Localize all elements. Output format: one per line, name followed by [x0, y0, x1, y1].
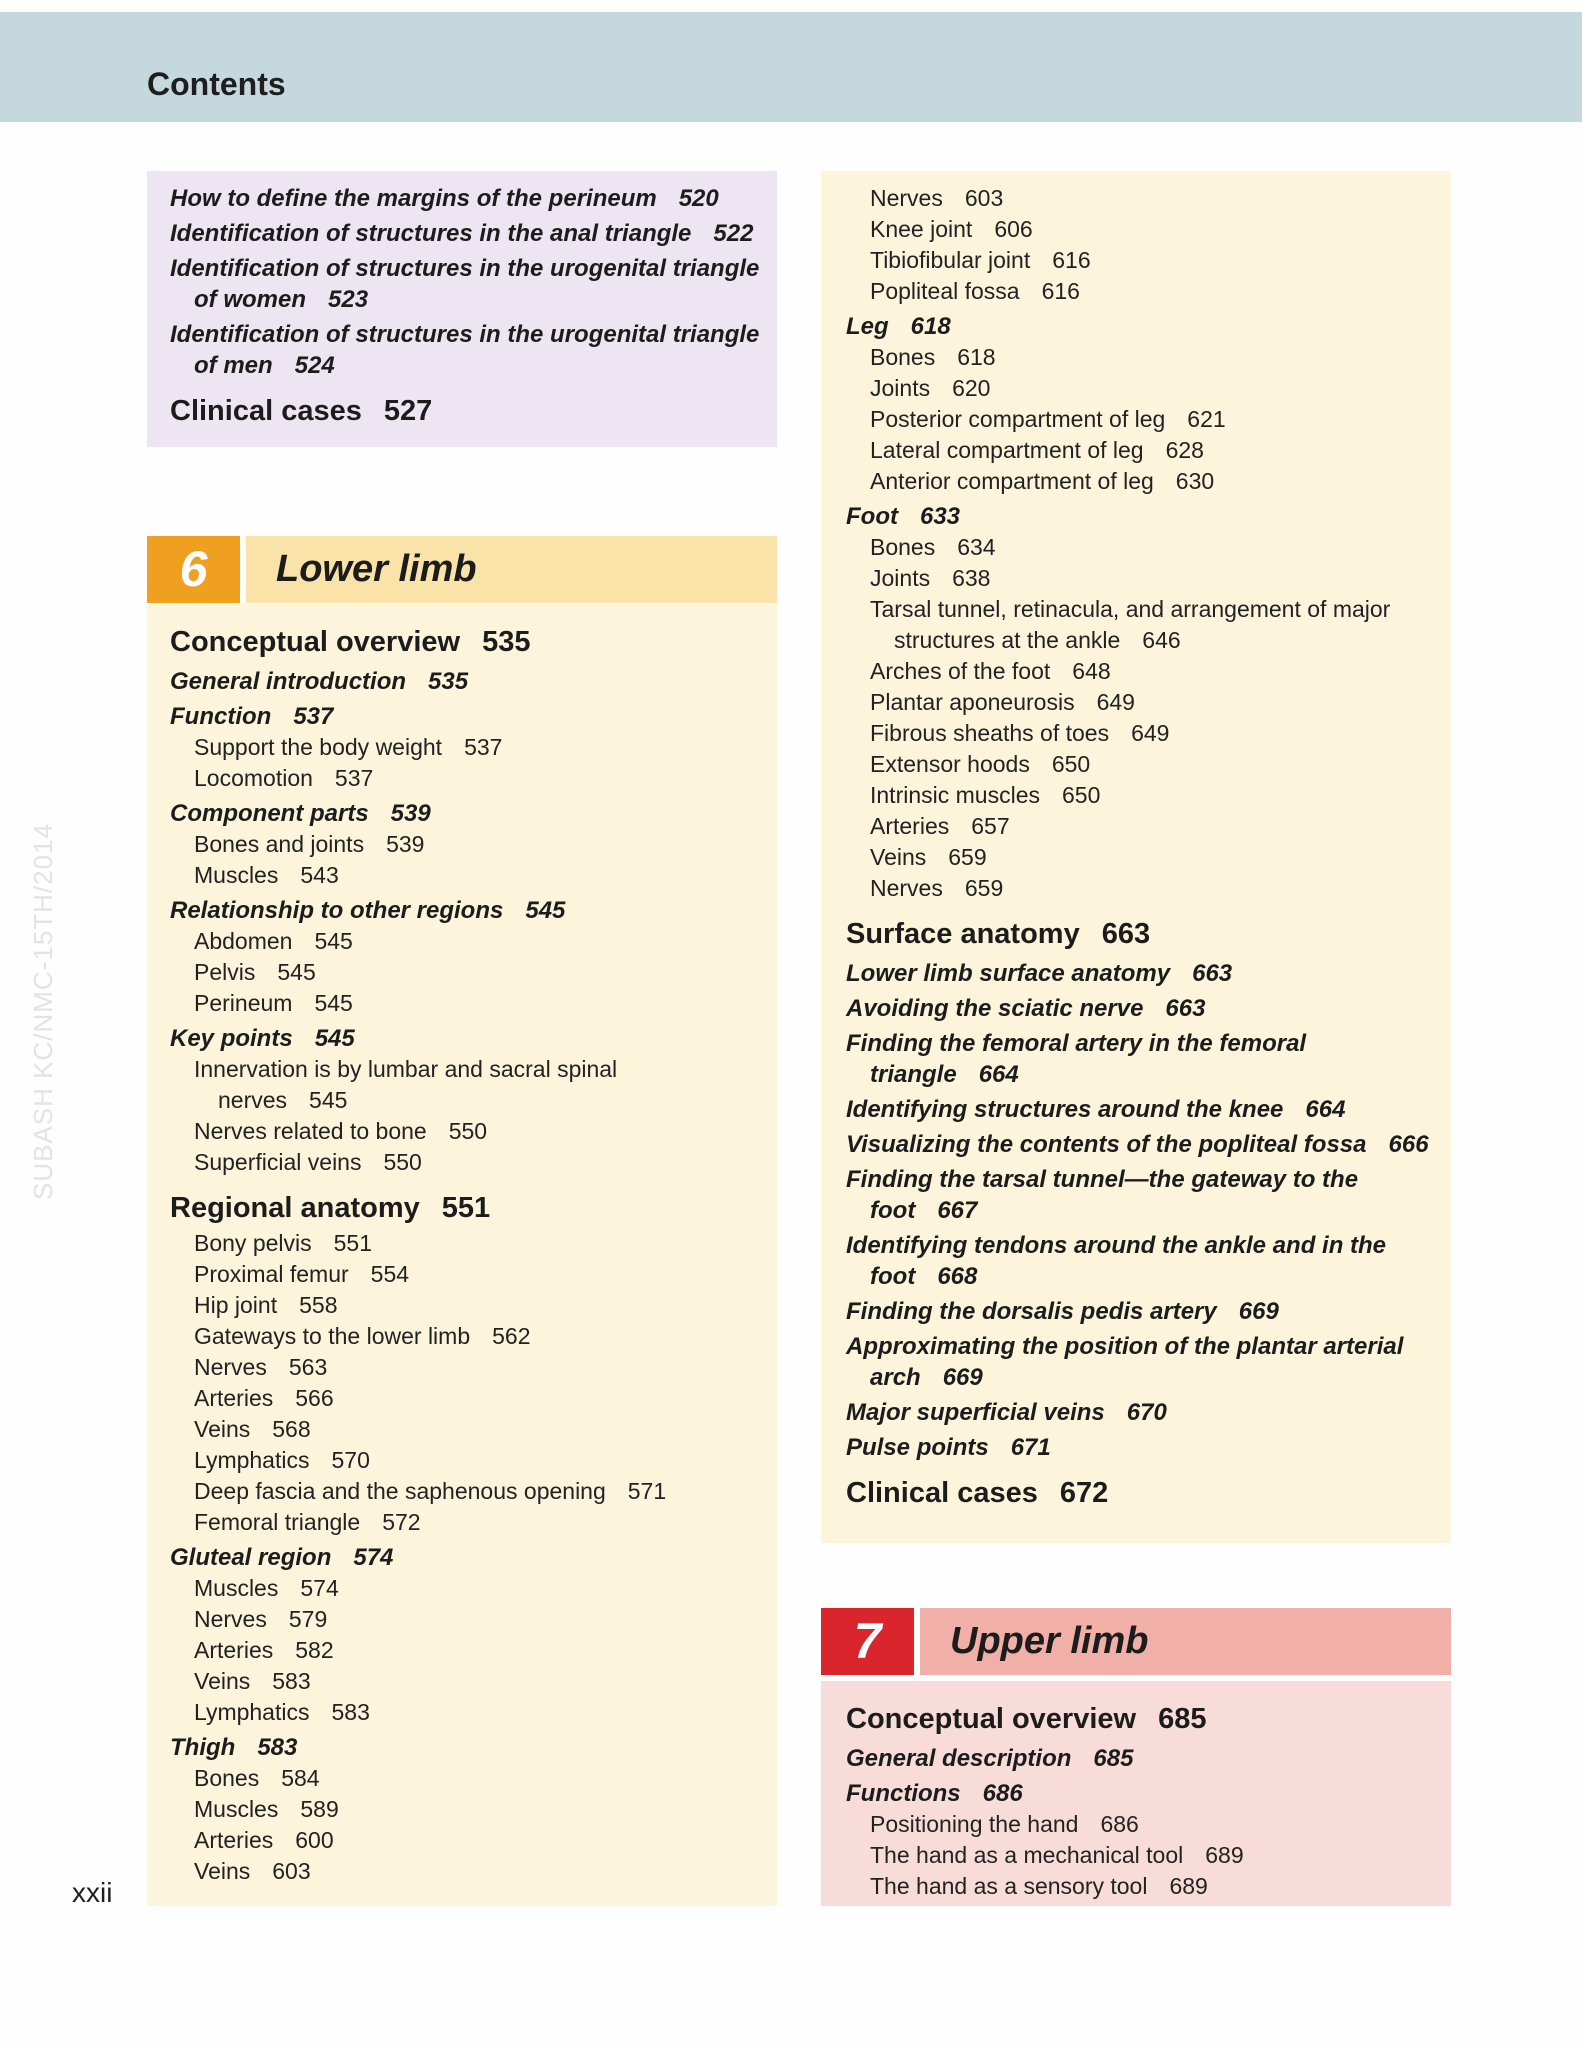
toc-entry-title: Clinical cases [170, 395, 362, 427]
chapter-title: Upper limb [920, 1608, 1451, 1675]
toc-entry-page: 583 [331, 1699, 370, 1725]
toc-entry [846, 873, 1451, 904]
upper-limb-contents [821, 1681, 1451, 1906]
toc-entry [846, 1840, 1451, 1871]
toc-entry [170, 1507, 777, 1538]
toc-entry [846, 1195, 1451, 1226]
toc-entry-title: Arteries [194, 1385, 274, 1411]
toc-entry [846, 1774, 1451, 1809]
toc-entry [170, 1019, 777, 1054]
toc-entry-page: 686 [1100, 1811, 1139, 1837]
toc-entry-page: 566 [295, 1385, 334, 1411]
toc-entry-title: Bony pelvis [194, 1230, 312, 1256]
toc-entry-title: Bones [870, 534, 936, 560]
toc-entry-title: Extensor hoods [870, 751, 1030, 777]
toc-entry-title: Deep fascia and the saphenous opening [194, 1478, 606, 1504]
toc-entry [846, 1393, 1451, 1428]
toc-entry-page: 685 [1158, 1703, 1207, 1735]
toc-entry [846, 1428, 1451, 1463]
toc-entry [846, 466, 1451, 497]
toc-entry-page: 574 [353, 1544, 394, 1571]
toc-entry [846, 1125, 1451, 1160]
toc-entry-title: Thigh [170, 1734, 236, 1761]
toc-entry-page: 545 [314, 1025, 355, 1052]
toc-entry-page: 649 [1131, 720, 1170, 746]
toc-entry [846, 904, 1451, 954]
page-title: Contents [147, 66, 286, 102]
chapter-title: Lower limb [246, 536, 777, 603]
toc-entry-page: 689 [1205, 1842, 1244, 1868]
toc-entry [846, 1327, 1451, 1362]
toc-entry-title: Identifying structures around the knee [846, 1096, 1284, 1123]
toc-entry [846, 183, 1451, 214]
toc-entry-title: Muscles [194, 862, 279, 888]
toc-entry-title: Veins [194, 1668, 251, 1694]
toc-entry-page: 545 [314, 928, 353, 954]
toc-entry-page: 663 [1192, 960, 1233, 987]
toc-entry [846, 1160, 1451, 1195]
toc-entry-page: 664 [1305, 1096, 1346, 1123]
toc-entry-page: 570 [331, 1447, 370, 1473]
toc-entry-page: 603 [964, 185, 1004, 211]
toc-entry-title: Avoiding the sciatic nerve [846, 995, 1144, 1022]
toc-entry-page: 535 [428, 668, 469, 695]
toc-entry-title: Popliteal fossa [870, 278, 1020, 304]
toc-entry [170, 957, 777, 988]
toc-entry [170, 1794, 777, 1825]
toc-entry-page: 603 [272, 1858, 311, 1884]
toc-entry [846, 625, 1451, 656]
toc-entry-title: Positioning the hand [870, 1811, 1079, 1837]
toc-entry-page: 648 [1072, 658, 1111, 684]
toc-entry-title: Identification of structures in the anal triangle [170, 220, 692, 247]
toc-entry [170, 1116, 777, 1147]
toc-entry-page: 685 [1093, 1745, 1134, 1772]
toc-entry-title: Intrinsic muscles [870, 782, 1040, 808]
toc-entry [170, 1856, 777, 1887]
toc-entry [170, 1445, 777, 1476]
toc-entry-page: 527 [383, 395, 433, 427]
toc-entry-page: 537 [293, 703, 334, 730]
toc-entry [170, 1697, 777, 1728]
toc-entry [846, 1463, 1451, 1513]
toc-entry [846, 404, 1451, 435]
toc-entry-title: Tarsal tunnel, retinacula, and arrangement of major [870, 596, 1391, 622]
toc-entry [846, 1871, 1451, 1902]
toc-entry-title: Proximal femur [194, 1261, 349, 1287]
toc-entry-title: Veins [194, 1858, 251, 1884]
toc-entry-page: 545 [314, 990, 353, 1016]
toc-entry [170, 926, 777, 957]
toc-entry-title: Lymphatics [194, 1699, 310, 1725]
toc-entry [170, 763, 777, 794]
toc-entry-title: Clinical cases [846, 1477, 1038, 1509]
toc-entry-title: foot [870, 1263, 916, 1290]
toc-entry [846, 656, 1451, 687]
toc-entry-title: Nerves [194, 1354, 267, 1380]
toc-entry-title: Innervation is by lumbar and sacral spinal [194, 1056, 618, 1082]
toc-entry-page: 667 [937, 1197, 978, 1224]
toc-entry [170, 1728, 777, 1763]
toc-entry-page: 671 [1010, 1434, 1051, 1461]
toc-entry [170, 1666, 777, 1697]
toc-entry-title: Foot [846, 503, 898, 530]
toc-entry-title: Finding the dorsalis pedis artery [846, 1298, 1217, 1325]
toc-entry-title: Muscles [194, 1796, 279, 1822]
toc-entry [846, 1261, 1451, 1292]
toc-entry-page: 630 [1175, 468, 1215, 494]
toc-entry-page: 659 [948, 844, 987, 870]
toc-entry [846, 1090, 1451, 1125]
toc-entry [846, 1809, 1451, 1840]
toc-entry-page: 563 [288, 1354, 328, 1380]
toc-entry-page: 550 [383, 1149, 422, 1175]
toc-entry-page: 663 [1101, 918, 1151, 950]
toc-entry-title: Superficial veins [194, 1149, 362, 1175]
toc-entry-title: Nerves [194, 1606, 267, 1632]
toc-entry-page: 572 [382, 1509, 421, 1535]
toc-entry-title: arch [870, 1364, 921, 1391]
toc-entry-title: Finding the tarsal tunnel—the gateway to the [846, 1166, 1359, 1193]
toc-entry-title: structures at the ankle [894, 627, 1121, 653]
toc-entry-title: Joints [870, 565, 931, 591]
toc-entry-title: Veins [870, 844, 927, 870]
toc-entry-page: 545 [525, 897, 566, 924]
toc-entry-title: Approximating the position of the plantar arterial [846, 1333, 1404, 1360]
toc-entry-page: 539 [390, 800, 431, 827]
toc-entry [170, 1259, 777, 1290]
toc-entry [170, 988, 777, 1019]
toc-entry-page: 649 [1096, 689, 1135, 715]
toc-entry-page: 670 [1126, 1399, 1167, 1426]
toc-entry [846, 749, 1451, 780]
toc-entry-title: Relationship to other regions [170, 897, 504, 924]
toc-entry [846, 1362, 1451, 1393]
toc-entry [170, 1054, 777, 1085]
toc-entry-page: 659 [964, 875, 1004, 901]
toc-entry [846, 989, 1451, 1024]
toc-entry-title: General introduction [170, 668, 407, 695]
toc-entry [846, 1701, 1451, 1739]
toc-entry [846, 1024, 1451, 1059]
toc-entry [170, 1635, 777, 1666]
toc-entry-page: 666 [1388, 1131, 1429, 1158]
toc-entry-page: 537 [464, 734, 503, 760]
toc-entry-title: of women [194, 286, 306, 313]
toc-entry-page: 583 [257, 1734, 298, 1761]
toc-entry-page: 551 [333, 1230, 372, 1256]
toc-entry-page: 618 [910, 313, 951, 340]
toc-entry [846, 435, 1451, 466]
toc-entry-title: Locomotion [194, 765, 313, 791]
toc-entry [170, 891, 777, 926]
toc-entry [170, 1573, 777, 1604]
page-number: xxii [72, 1877, 113, 1908]
toc-entry-page: 520 [678, 185, 719, 212]
toc-entry-title: Bones [870, 344, 936, 370]
toc-entry-title: Key points [170, 1025, 293, 1052]
toc-entry [846, 954, 1451, 989]
toc-entry-page: 551 [441, 1192, 491, 1224]
toc-entry-title: Plantar aponeurosis [870, 689, 1075, 715]
toc-entry [170, 1763, 777, 1794]
toc-entry-page: 545 [277, 959, 316, 985]
toc-entry [846, 718, 1451, 749]
toc-entry-page: 686 [982, 1780, 1023, 1807]
toc-entry [170, 794, 777, 829]
toc-entry-title: Finding the femoral artery in the femoral [846, 1030, 1307, 1057]
toc-entry-title: Anterior compartment of leg [870, 468, 1154, 494]
toc-entry [846, 497, 1451, 532]
chapter-7-header [821, 1608, 1451, 1675]
toc-entry-page: 545 [309, 1087, 348, 1113]
toc-entry-page: 568 [272, 1416, 311, 1442]
toc-entry [846, 1739, 1451, 1774]
toc-entry [846, 532, 1451, 563]
toc-entry-page: 574 [300, 1575, 339, 1601]
toc-entry [846, 245, 1451, 276]
toc-entry [846, 307, 1451, 342]
toc-entry-title: Conceptual overview [846, 1703, 1137, 1735]
toc-entry-title: Arteries [194, 1827, 274, 1853]
toc-entry-title: Lymphatics [194, 1447, 310, 1473]
toc-entry-page: 550 [448, 1118, 488, 1144]
toc-entry-title: Support the body weight [194, 734, 443, 760]
toc-entry [170, 214, 777, 249]
toc-entry-title: Gluteal region [170, 1544, 332, 1571]
toc-entry-title: Arteries [870, 813, 950, 839]
toc-entry-page: 562 [492, 1323, 531, 1349]
toc-entry [170, 183, 777, 214]
toc-entry [170, 1414, 777, 1445]
toc-entry [846, 811, 1451, 842]
toc-entry-page: 618 [957, 344, 996, 370]
toc-entry-page: 535 [482, 626, 531, 658]
toc-entry [846, 687, 1451, 718]
toc-entry-title: of men [194, 352, 273, 379]
toc-entry-title: Abdomen [194, 928, 293, 954]
toc-entry [846, 1226, 1451, 1261]
toc-entry-title: Identifying tendons around the ankle and in the [846, 1232, 1387, 1259]
toc-entry [170, 1178, 777, 1228]
toc-entry-page: 554 [370, 1261, 410, 1287]
toc-entry-page: 589 [300, 1796, 339, 1822]
toc-entry-title: Pelvis [194, 959, 256, 985]
toc-entry-title: Visualizing the contents of the popliteal fossa [846, 1131, 1367, 1158]
toc-entry [846, 1059, 1451, 1090]
toc-entry [170, 249, 777, 284]
toc-entry-title: triangle [870, 1061, 957, 1088]
toc-entry-title: Arteries [194, 1637, 274, 1663]
toc-entry [170, 315, 777, 350]
toc-entry-page: 650 [1051, 751, 1091, 777]
toc-entry-title: Gateways to the lower limb [194, 1323, 471, 1349]
toc-entry-page: 616 [1052, 247, 1091, 273]
toc-entry-page: 657 [971, 813, 1010, 839]
toc-entry-page: 663 [1165, 995, 1206, 1022]
toc-entry [846, 563, 1451, 594]
toc-entry-title: Major superficial veins [846, 1399, 1105, 1426]
toc-entry-page: 650 [1061, 782, 1101, 808]
toc-entry [170, 1228, 777, 1259]
toc-entry-title: Surface anatomy [846, 918, 1080, 950]
toc-entry [170, 662, 777, 697]
toc-entry-page: 634 [957, 534, 996, 560]
toc-entry-page: 523 [328, 286, 369, 313]
toc-entry-page: 616 [1041, 278, 1080, 304]
toc-entry-page: 633 [919, 503, 961, 530]
toc-entry-title: Pulse points [846, 1434, 989, 1461]
toc-entry-page: 664 [978, 1061, 1019, 1088]
toc-entry [170, 1604, 777, 1635]
toc-entry-title: Lateral compartment of leg [870, 437, 1144, 463]
toc-entry-page: 620 [952, 375, 991, 401]
toc-entry-title: Function [170, 703, 272, 730]
toc-entry-page: 646 [1142, 627, 1181, 653]
toc-entry [170, 1085, 777, 1116]
toc-entry [846, 1292, 1451, 1327]
toc-entry-page: 558 [299, 1292, 338, 1318]
toc-entry-page: 543 [300, 862, 339, 888]
toc-entry-page: 669 [1238, 1298, 1279, 1325]
toc-entry-title: Regional anatomy [170, 1192, 420, 1224]
toc-entry-page: 579 [288, 1606, 328, 1632]
toc-entry-title: foot [870, 1197, 916, 1224]
toc-entry-page: 669 [942, 1364, 983, 1391]
toc-entry-title: Femoral triangle [194, 1509, 361, 1535]
toc-entry [170, 1352, 777, 1383]
toc-entry-title: Posterior compartment of leg [870, 406, 1166, 432]
toc-entry [170, 624, 777, 662]
toc-entry-page: 524 [294, 352, 335, 379]
toc-entry-page: 689 [1169, 1873, 1208, 1899]
toc-entry-title: Bones [194, 1765, 260, 1791]
toc-entry-title: Identification of structures in the urogenital triangle [170, 255, 760, 282]
toc-entry [170, 1321, 777, 1352]
toc-entry-page: 537 [334, 765, 374, 791]
chapter-number: 6 [147, 536, 240, 603]
perineum-box [147, 171, 777, 447]
toc-entry-title: Conceptual overview [170, 626, 461, 658]
toc-entry-title: Knee joint [870, 216, 973, 242]
toc-entry-page: 638 [952, 565, 991, 591]
chapter-6-header [147, 536, 777, 603]
toc-entry-page: 584 [281, 1765, 320, 1791]
watermark: SUBASH KC/NMC-15TH/2014 [28, 823, 58, 1200]
toc-entry-title: Component parts [170, 800, 369, 827]
toc-entry-page: 606 [994, 216, 1033, 242]
toc-entry [170, 1476, 777, 1507]
toc-entry-title: Hip joint [194, 1292, 278, 1318]
toc-entry-title: Fibrous sheaths of toes [870, 720, 1110, 746]
toc-entry [846, 594, 1451, 625]
toc-entry-title: Veins [194, 1416, 251, 1442]
toc-entry-page: 571 [627, 1478, 667, 1504]
toc-entry-page: 621 [1187, 406, 1226, 432]
toc-entry [170, 284, 777, 315]
toc-entry [846, 780, 1451, 811]
toc-entry [846, 842, 1451, 873]
toc-entry [170, 1383, 777, 1414]
toc-entry [846, 276, 1451, 307]
toc-entry [846, 373, 1451, 404]
toc-entry-title: Nerves [870, 875, 943, 901]
toc-entry-title: Bones and joints [194, 831, 365, 857]
toc-entry [170, 1147, 777, 1178]
toc-entry-title: How to define the margins of the perineum [170, 185, 657, 212]
toc-entry-title: Nerves related to bone [194, 1118, 427, 1144]
toc-entry-page: 582 [295, 1637, 334, 1663]
toc-entry-title: Tibiofibular joint [870, 247, 1031, 273]
toc-entry-page: 522 [713, 220, 754, 247]
toc-entry-page: 583 [272, 1668, 311, 1694]
toc-entry-title: Muscles [194, 1575, 279, 1601]
toc-entry [170, 1825, 777, 1856]
toc-entry-title: Leg [846, 313, 889, 340]
toc-entry-page: 628 [1165, 437, 1204, 463]
toc-entry-title: Functions [846, 1780, 961, 1807]
toc-entry-page: 668 [937, 1263, 978, 1290]
lower-limb-contents-left [147, 604, 777, 1906]
toc-entry-title: Joints [870, 375, 931, 401]
toc-entry-title: nerves [218, 1087, 288, 1113]
toc-entry-title: Identification of structures in the urogenital triangle [170, 321, 760, 348]
toc-entry [170, 697, 777, 732]
toc-entry-page: 672 [1059, 1477, 1109, 1509]
toc-entry-title: The hand as a mechanical tool [870, 1842, 1184, 1868]
toc-entry-title: Nerves [870, 185, 943, 211]
toc-entry [170, 350, 777, 381]
toc-entry-title: General description [846, 1745, 1072, 1772]
chapter-number: 7 [821, 1608, 914, 1675]
toc-entry [846, 214, 1451, 245]
toc-entry-title: Perineum [194, 990, 293, 1016]
toc-entry [170, 860, 777, 891]
toc-entry-page: 539 [386, 831, 425, 857]
toc-entry [170, 829, 777, 860]
toc-entry [846, 342, 1451, 373]
toc-entry-title: Lower limb surface anatomy [846, 960, 1171, 987]
toc-entry [170, 381, 777, 431]
toc-entry-page: 600 [295, 1827, 334, 1853]
lower-limb-contents-right [821, 171, 1451, 1543]
toc-entry-title: The hand as a sensory tool [870, 1873, 1148, 1899]
toc-entry [170, 732, 777, 763]
toc-entry-title: Arches of the foot [870, 658, 1051, 684]
toc-entry [170, 1538, 777, 1573]
toc-entry [170, 1290, 777, 1321]
